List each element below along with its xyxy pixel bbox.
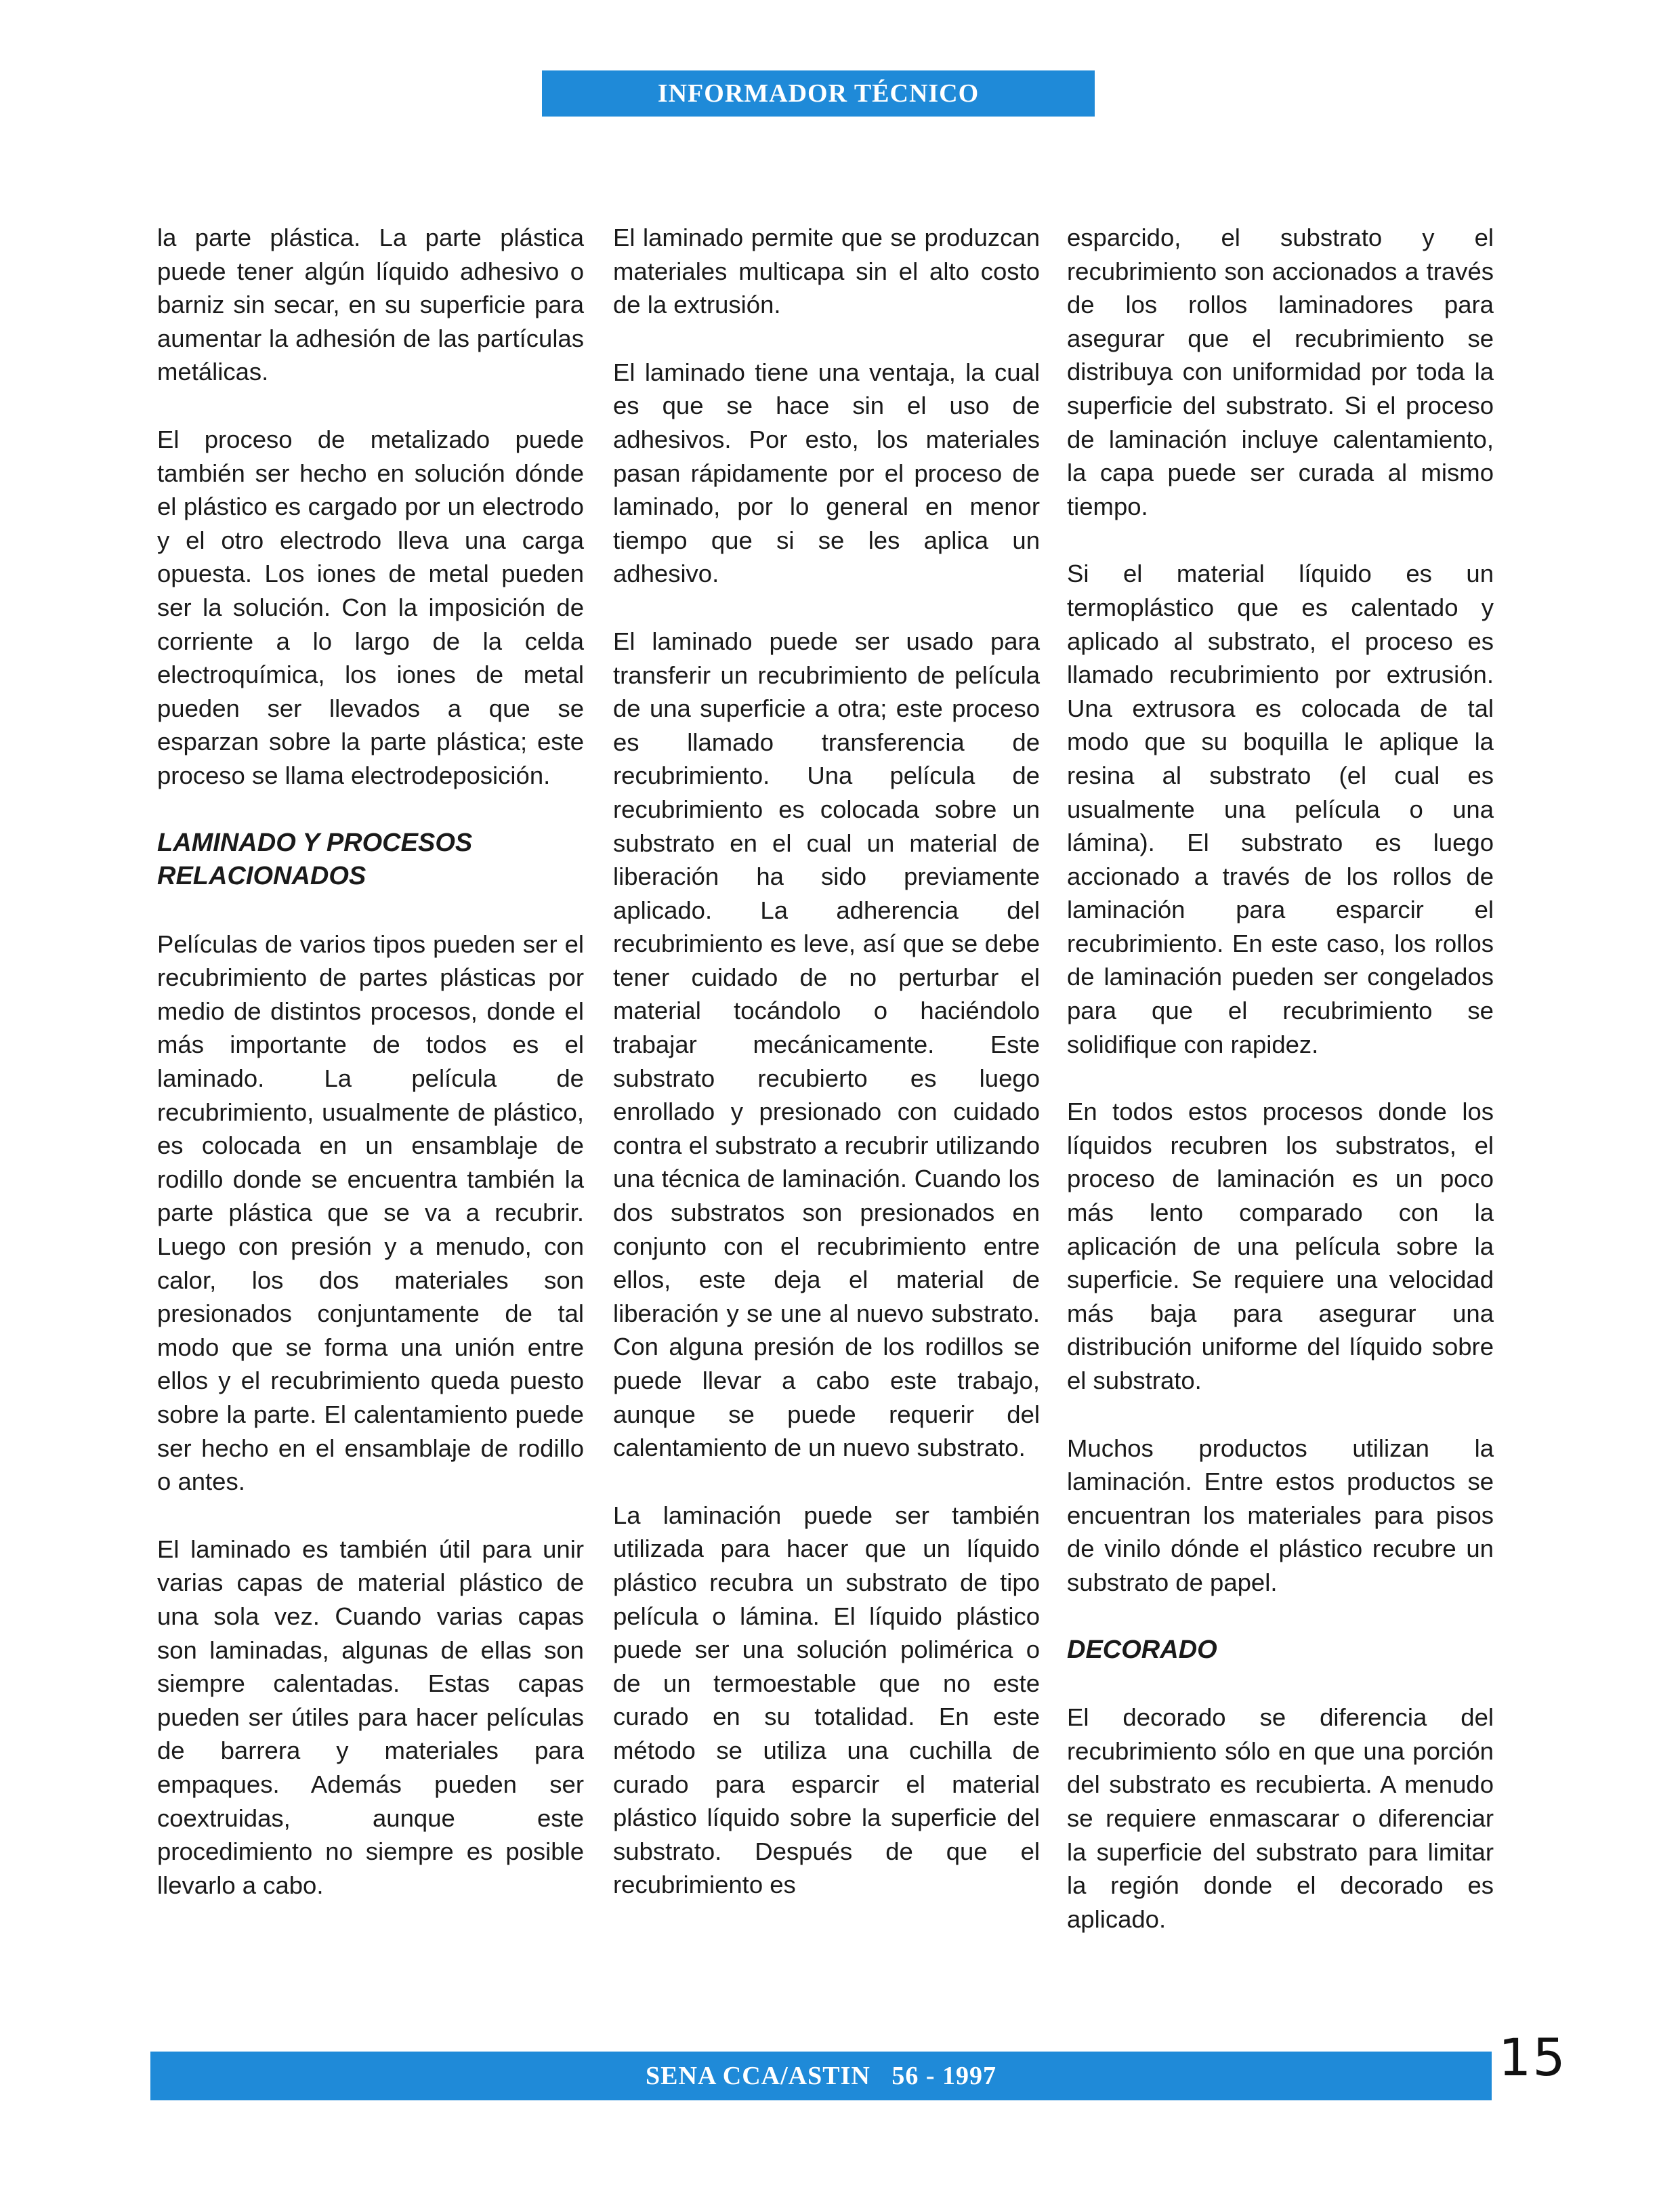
footer-text: SENA CCA/ASTIN 56 - 1997 xyxy=(646,2062,996,2090)
page-number: 15 xyxy=(1498,2027,1567,2087)
paragraph: El decorado se diferencia del recubrimiento sólo en que una porción del substrato es recubierta. A menudo se requiere enmascarar o diferenciar la superficie del substrato para limitar la región donde el decorado es aplicado. xyxy=(1067,1703,1494,1933)
footer-bar xyxy=(150,2052,1492,2100)
section-heading: DECORADO xyxy=(1067,1635,1217,1664)
column-3 xyxy=(1067,221,1494,1970)
paragraph: El laminado puede ser usado para transferir un recubrimiento de película de una superficie a otra; este proceso es llamado transferencia de recubrimiento. Una película de recubrimiento es colocada sobre un substrato en el cual un material de liberación ha sido previamente aplicado. La adherencia del recubrimiento es leve, así que se debe tener cuidado de no perturbar el material tocándolo o haciéndolo trabajar mecánicamente. Este substrato recubierto es luego enrollado y presionado con cuidado contra el substrato a recubrir utilizando una técnica de laminación. Cuando los dos substratos son presionados en conjunto con el recubrimiento entre ellos, este deja el material de liberación y se une al nuevo substrato. Con alguna presión de los rodillos se puede llevar a cabo este trabajo, aunque se puede requerir del calentamiento de un nuevo substrato. xyxy=(613,627,1040,1462)
column-1 xyxy=(157,221,584,1936)
paragraph: Si el material líquido es un termoplástico que es calentado y aplicado al substrato, el proceso es llamado recubrimiento por extrusión. Una extrusora es colocada de tal modo que su boquilla le aplique la resina al substrato (el cual es usualmente una película o una lámina). El substrato es luego accionado a través de los rollos de laminación para esparcir el recubrimiento. En este caso, los rollos de laminación pueden ser congelados para que el recubrimiento se solidifique con rapidez. xyxy=(1067,560,1494,1058)
paragraph: En todos estos procesos donde los líquidos recubren los substratos, el proceso de laminación es un poco más lento comparado con la aplicación de una película sobre la superficie. Se requiere una velocidad más baja para asegurar una distribución uniforme del líquido sobre el substrato. xyxy=(1067,1098,1494,1394)
column-2 xyxy=(613,221,1040,1936)
paragraph: La laminación puede ser también utilizada para hacer que un líquido plástico recubra un substrato de tipo película o lámina. El líquido plástico puede ser una solución polimérica o de un termoestable que no este curado en su totalidad. En este método se utiliza una cuchilla de curado para esparcir el material plástico líquido sobre la superficie del substrato. Después de que el recubrimiento es xyxy=(613,1501,1040,1899)
paragraph: Películas de varios tipos pueden ser el recubrimiento de partes plásticas por medio de distintos procesos, donde el más importante de todos es el laminado. La película de recubrimiento, usualmente de plástico, es colocada en un ensamblaje de rodillo donde se encuentra también la parte plástica que se va a recubrir. Luego con presión y a menudo, con calor, los dos materiales son presionados conjuntamente de tal modo que se forma una unión entre ellos y el recubrimiento queda puesto sobre la parte. El calentamiento puede ser hecho en el ensamblaje de rodillo o antes. xyxy=(157,930,584,1496)
paragraph: El laminado permite que se produzcan materiales multicapa sin el alto costo de la extrusión. xyxy=(613,224,1040,319)
paragraph: El laminado es también útil para unir varias capas de material plástico de una sola vez. Cuando varias capas son laminadas, algunas de ellas son siempre calentadas. Estas capas pueden ser útiles para hacer películas de barrera y materiales para empaques. Además pueden ser coextruidas, aunque este procedimiento no siempre es posible llevarlo a cabo. xyxy=(157,1535,584,1899)
paragraph: Muchos productos utilizan la laminación. Entre estos productos se encuentran los materiales para pisos de vinilo dónde el plástico recubre un substrato de papel. xyxy=(1067,1434,1494,1596)
paragraph: esparcido, el substrato y el recubrimiento son accionados a través de los rollos laminadores para asegurar que el recubrimiento se distribuya con uniformidad por toda la superficie del substrato. Si el proceso de laminación incluye calentamiento, la capa puede ser curada al mismo tiempo. xyxy=(1067,224,1494,520)
header-title: INFORMADOR TÉCNICO xyxy=(657,79,980,108)
section-heading: LAMINADO Y PROCESOS RELACIONADOS xyxy=(157,828,473,891)
paragraph: El laminado tiene una ventaja, la cual es que se hace sin el uso de adhesivos. Por esto, los materiales pasan rápidamente por el proceso de laminado, por lo general en menor tiempo que si se les aplica un adhesivo. xyxy=(613,358,1040,588)
paragraph: la parte plástica. La parte plástica puede tener algún líquido adhesivo o barniz sin secar, en su superficie para aumentar la adhesión de las partículas metálicas. xyxy=(157,224,584,386)
paragraph: El proceso de metalizado puede también ser hecho en solución dónde el plástico es cargado por un electrodo y el otro electrodo lleva una carga opuesta. Los iones de metal pueden ser la solución. Con la imposición de corriente a lo largo de la celda electroquímica, los iones de metal pueden ser llevados a que se esparzan sobre la parte plástica; este proceso se llama electrodeposición. xyxy=(157,425,584,789)
header-bar xyxy=(542,70,1095,117)
